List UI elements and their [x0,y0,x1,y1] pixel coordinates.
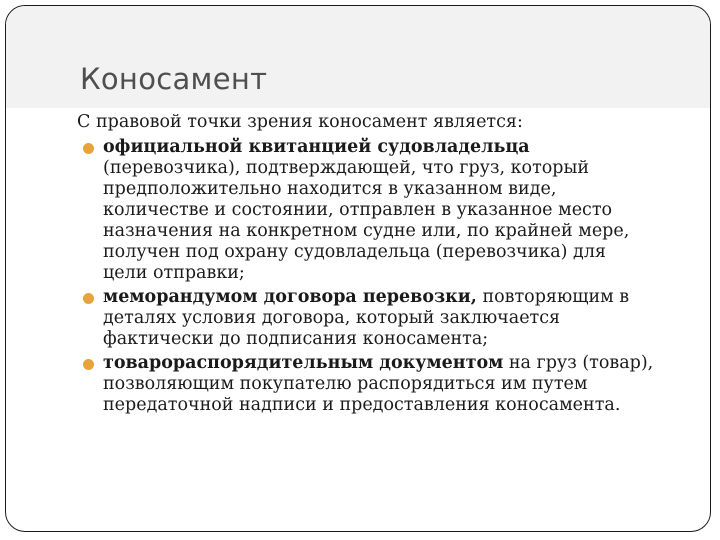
slide [5,5,711,532]
bullet-line: позволяющим покупателю распорядиться им путем [103,374,588,394]
bullet-item [77,353,697,416]
bullet-line: количестве и состоянии, отправлен в указанное место [103,200,613,220]
bullet-line: цели отправки; [103,263,245,283]
bullet-line: получен под охрану судовладельца (перевозчика) для [103,242,606,262]
bullet-dot-icon [83,359,94,370]
slide-title: Коносамент [80,62,268,96]
bullet-first-line [103,137,697,158]
bullet-bold-text: товарораспорядительным документом [103,353,504,373]
bullet-line: деталях условия договора, который заключается [103,308,561,328]
intro-text: С правовой точки зрения коносамент является: [77,112,523,132]
bullet-text: повторяющим в [476,287,630,307]
bullet-line: передаточной надписи и предоставления коносамента. [103,395,621,415]
bullet-line: предположительно находится в указанном виде, [103,179,557,199]
bullet-line: (перевозчика), подтверждающей, что груз, который [103,158,590,178]
bullet-first-line [103,287,697,308]
bullet-bold-text: официальной квитанцией судовладельца [103,137,530,157]
bullet-line: фактически до подписания коносамента; [103,329,489,349]
bullet-item [77,137,697,284]
bullet-dot-icon [83,293,94,304]
bullet-text: на груз (товар), [503,353,654,373]
bullet-line: назначения на конкретном судне или, по крайней мере, [103,221,630,241]
bullet-dot-icon [83,143,94,154]
bullet-item [77,287,697,350]
bullet-first-line [103,353,697,374]
bullet-list [77,137,697,416]
bullet-bold-text: меморандумом договора перевозки, [103,287,477,307]
slide-content [77,112,697,419]
